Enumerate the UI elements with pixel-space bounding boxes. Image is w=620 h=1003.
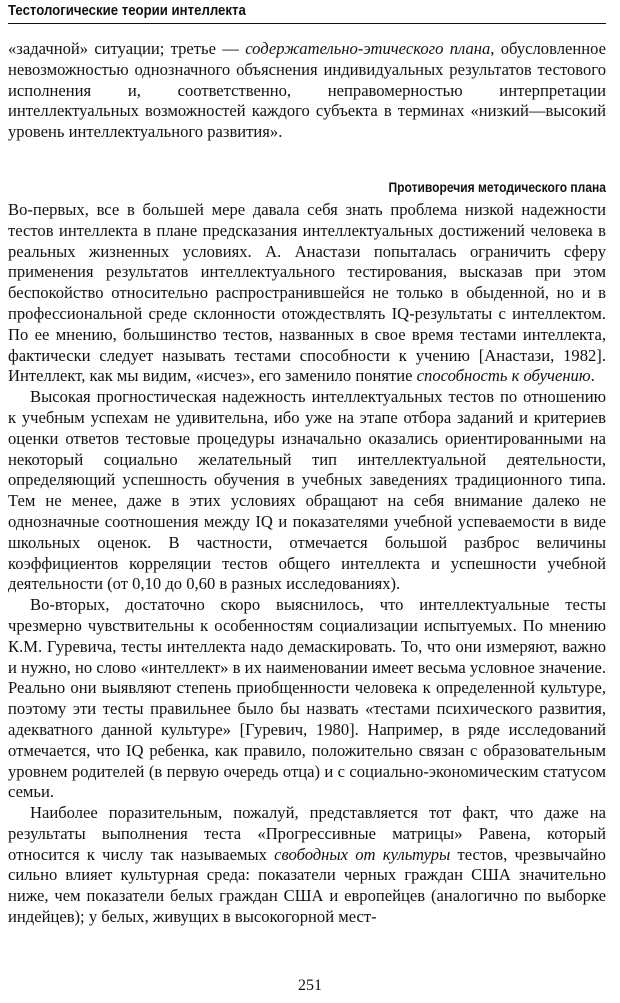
header-rule — [8, 23, 606, 24]
paragraph-continuation — [8, 39, 606, 143]
page-number: 251 — [298, 977, 322, 994]
paragraph-2-italic: способность к обучению — [416, 366, 591, 386]
paragraph-2-text-a: Во-первых, все в большей мере давала себя знать проблема низкой надежности тестов интеллекта в плане предсказания интеллектуальных достижений человека в реальных жизненных условиях. А. Анастази попыталась ограничить сферу применения результатов интеллектуального тестирования, высказав при этом беспокойство относительно распространившейся не только в обыденной, но и в профессиональной среде склонности отождествлять IQ-результаты с интеллектом. По ее мнению, большинство тестов, названных в свое время тестами интеллекта, фактически следует называть тестами способности к учению [Анастази, 1982]. Интеллект, как мы видим, «исчез», его заменило понятие — [8, 199, 606, 386]
paragraph-5-italic: свободных от культуры — [274, 844, 451, 864]
paragraph-2-text-b: . — [590, 366, 595, 386]
paragraph-1-text-a: «задачной» ситуации; третье — — [8, 39, 246, 58]
paragraph-1-italic: содержательно-этического плана — [245, 39, 491, 58]
paragraph-1-text-b: , обусловленное невозможностью однозначного объяснения индивидуальных результатов тестового исполнения и, соответственно, неправомерностью интерпретации интеллектуальных возможностей каждого субъекта в терминах «низкий—высокий уровень интеллектуального развития». — [8, 39, 606, 142]
paragraph-5-text-a: Наиболее поразительным, пожалуй, представляется тот факт, что даже на результаты выполнения теста «Прогрессивные матрицы» Равена, который относится к числу так называемых — [8, 803, 606, 864]
running-head: Тестологические теории интеллекта — [8, 2, 246, 19]
paragraph-5-text-b: тестов, чрезвычайно сильно влияет культурная среда: показатели черных граждан США значительно ниже, чем показатели белых граждан США и европейцев (аналогично по выборке индейцев); у белых, живущих в высокогорной мест- — [8, 844, 606, 927]
paragraph-prognostic: Высокая прогностическая надежность интеллектуальных тестов по отношению к учебным успехам не удивительна, ибо уже на этапе отбора заданий и критериев оценки ответов тестовые процедуры изначально оказались ориентированными на некоторый социально желательный тип интеллектуальной деятельности, определяющий успешность обучения в учебных заведениях традиционного типа. Тем не менее, даже в этих условиях обращают на себя внимание далеко не однозначные соотношения между IQ и показателями учебной успеваемости в виде школьных оценок. В частности, отмечается большой разброс величины коэффициентов корреляции тестов общего интеллекта и успешности учебной деятельности (от 0,10 до 0,60 в разных исследованиях). — [8, 387, 606, 594]
section-heading: Противоречия методического плана — [388, 178, 606, 195]
paragraph-raven-matrices — [8, 803, 606, 928]
paragraph-first-point — [8, 200, 606, 387]
paragraph-second-point: Во-вторых, достаточно скоро выяснилось, что интеллектуальные тесты чрезмерно чувствительны к особенностям социализации испытуемых. По мнению К.М. Гуревича, тесты интеллекта надо демаскировать. То, что они измеряют, важно и нужно, но слово «интеллект» в их наименовании имеет весьма условное значение. Реально они выявляют степень приобщенности человека к определенной культуре, поэтому эти тесты правильнее было бы назвать «тестами психического развития, адекватного данной культуре» [Гуревич, 1980]. Например, в ряде исследований отмечается, что IQ ребенка, как правило, положительно связан с образовательным уровнем родителей (в первую очередь отца) и с социально-экономическим статусом семьи. — [8, 595, 606, 802]
